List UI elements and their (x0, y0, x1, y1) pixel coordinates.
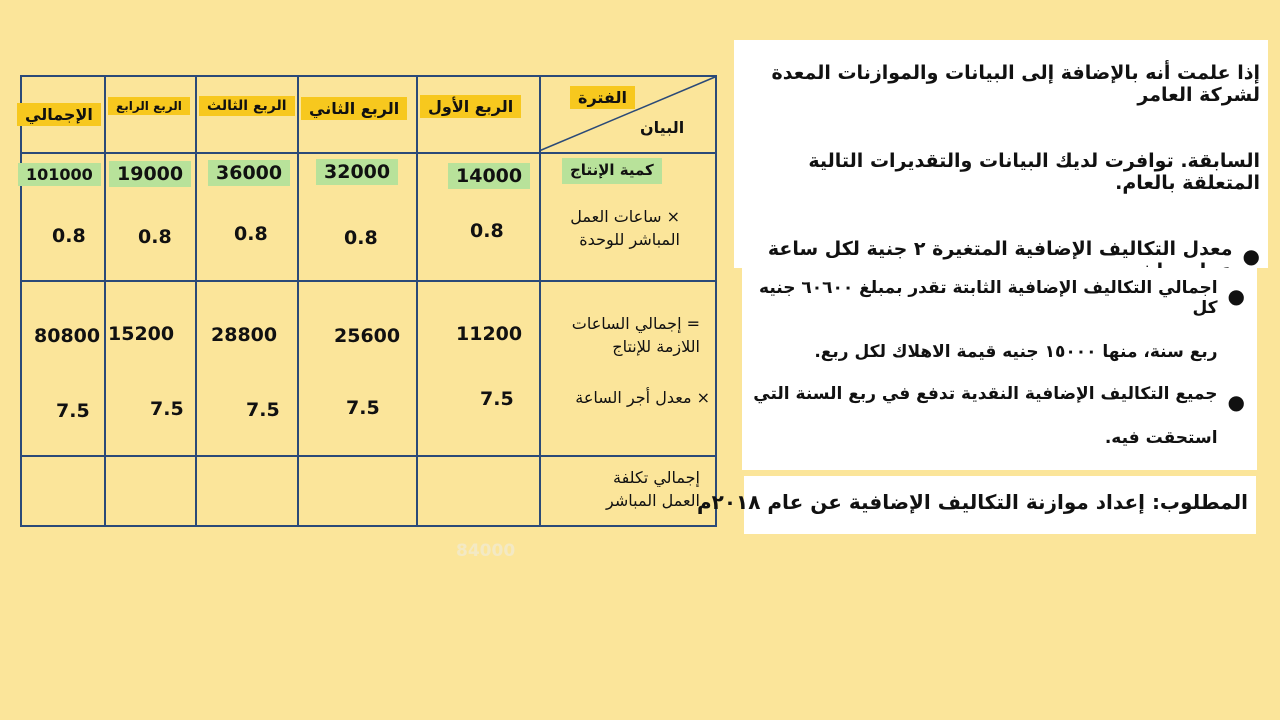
total-hours-q4: 15200 (108, 323, 175, 345)
header-period: الفترة (570, 86, 635, 109)
labor-cost-label-line: العمل المباشر (606, 491, 700, 511)
total-hours-label (555, 312, 700, 358)
table-line (20, 280, 717, 282)
required-panel (696, 476, 1256, 534)
rate-q4: 7.5 (150, 398, 184, 420)
required-label: المطلوب: (1151, 490, 1248, 514)
labor-cost-label-line: إجمالي تكلفة (612, 468, 700, 487)
total-hours-q1: 11200 (456, 323, 523, 345)
hours-label-line: المباشر للوحدة (579, 230, 680, 250)
rate-total: 7.5 (56, 400, 90, 422)
production-q1: 14000 (448, 163, 530, 189)
bullet-text-3a: جميع التكاليف الإضافية النقدية تدفع في ربع السنة التي (753, 384, 1218, 404)
production-q4: 19000 (109, 161, 191, 187)
labor-cost-label (560, 466, 700, 512)
header-q2: الربع الثاني (301, 97, 407, 120)
bullet-text-1: معدل التكاليف الإضافية المتغيرة ٢ جنية لكل ساعة (767, 238, 1233, 260)
required-text: إعداد موازنة التكاليف الإضافية عن عام ٢٠١٨م (696, 490, 1145, 514)
hours-q3: 0.8 (234, 223, 268, 245)
total-hours-total: 80800 (34, 325, 101, 347)
bullet-dot: ● (1227, 390, 1245, 414)
faded-value: 84000 (456, 541, 516, 561)
table-line (20, 455, 717, 457)
header-q3: الربع الثالث (199, 96, 295, 116)
required-line (696, 490, 1248, 514)
header-total: الإجمالي (17, 103, 101, 126)
hours-q4: 0.8 (138, 226, 172, 248)
table-line (20, 75, 22, 527)
intro-line-2: السابقة. توافرت لديك البيانات والتقديرات التالية المتعلقة بالعام. (808, 150, 1260, 194)
bullet-text-2a: اجمالي التكاليف الإضافية الثابتة تقدر بمبلغ ٦٠٦٠٠ جنيه كل (759, 278, 1218, 318)
bullet-item (752, 278, 1245, 362)
bullet-text-3b: استحقت فيه. (1104, 428, 1218, 448)
rate-q1: 7.5 (480, 388, 514, 410)
bullet-dot: ● (1227, 284, 1245, 308)
total-hours-label-line: = إجمالي الساعات (571, 314, 700, 333)
production-q3: 36000 (208, 160, 290, 186)
rate-q3: 7.5 (246, 399, 280, 421)
rate-q2: 7.5 (346, 397, 380, 419)
hours-label (560, 205, 680, 251)
bullet-dot: ● (1242, 244, 1260, 268)
hours-label-line: × ساعات العمل (570, 207, 680, 226)
intro-line-1: إذا علمت أنه بالإضافة إلى البيانات والموازنات المعدة لشركة العامر (771, 62, 1260, 106)
table-line (20, 525, 717, 527)
intro-panel (734, 40, 1268, 268)
total-hours-q3: 28800 (211, 324, 278, 346)
production-q2: 32000 (316, 159, 398, 185)
details-panel (742, 268, 1257, 470)
table-line (297, 75, 299, 527)
bullet-text-2b: ربع سنة، منها ١٥٠٠٠ جنيه قيمة الاهلاك لكل ربع. (814, 342, 1218, 362)
bullet-item (752, 384, 1245, 448)
production-label: كمية الإنتاج (562, 158, 662, 184)
header-statement: البيان (640, 118, 685, 137)
table-line (104, 75, 106, 527)
hours-q1: 0.8 (470, 220, 504, 242)
production-total: 101000 (18, 163, 101, 186)
rate-label: × معدل أجر الساعة (575, 388, 710, 407)
total-hours-q2: 25600 (334, 325, 401, 347)
total-hours-label-line: اللازمة للإنتاج (612, 337, 700, 357)
table-line (416, 75, 418, 527)
hours-q2: 0.8 (344, 227, 378, 249)
table-line (195, 75, 197, 527)
header-q1: الربع الأول (420, 95, 521, 118)
header-q4: الربع الرابع (108, 97, 190, 115)
hours-total: 0.8 (52, 225, 86, 247)
